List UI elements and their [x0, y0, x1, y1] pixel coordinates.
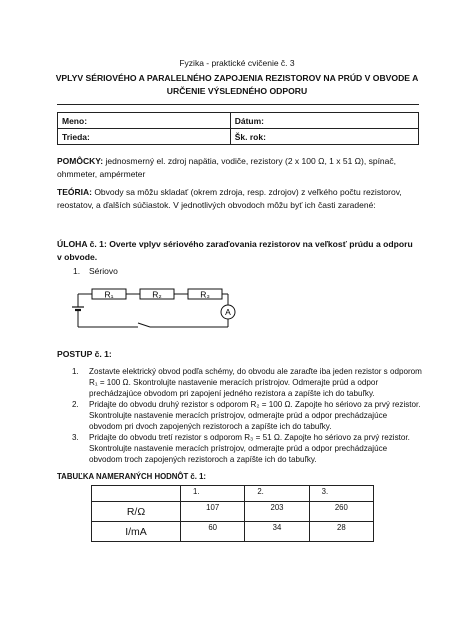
procedure-step	[57, 366, 422, 399]
table-1-heading: TABUĽKA NAMERANÝCH HODNÔT č. 1:	[57, 472, 207, 481]
step-text: Zostavte elektrický obvod podľa schémy, do obvodu ale zaraďte iba jeden rezistor s odporom R₁ = 100 Ω. Skontrolujte nastavenie meracích prístrojov. Odmerajte prúd a odpor prechádzajúce obvodom pri zapojení jedného rezistora a zapíšte ich do tabuľky.	[89, 367, 422, 398]
worksheet-title	[40, 72, 434, 98]
step-text: Pridajte do obvodu tretí rezistor s odporom R₃ = 51 Ω. Zapojte ho sériovo za prvý rezistor. Skontrolujte nastavenie meracích prístrojov, odmerajte prúd a odpor prechádzajúce obvodom troch zapojených rezistoroch a zapíšte ich do tabuľky.	[89, 433, 410, 464]
tools-text: jednosmerný el. zdroj napätia, vodiče, rezistory (2 x 100 Ω, 1 x 51 Ω), spínač, ohmmeter, ampérmeter	[57, 156, 396, 179]
tools-label: POMÔCKY:	[57, 156, 104, 166]
table-cell: 260	[309, 502, 373, 522]
procedure-steps	[57, 366, 422, 465]
row-label-current: I/mA	[92, 522, 181, 542]
tools-paragraph	[57, 155, 427, 181]
table-row	[92, 502, 374, 522]
procedure-step	[57, 432, 422, 465]
column-header-1: 1.	[181, 486, 245, 502]
subject-line: Fyzika - praktické cvičenie č. 3	[179, 58, 295, 68]
step-number: 1.	[72, 367, 79, 376]
table-cell: 107	[181, 502, 245, 522]
title-line-2: URČENIE VÝSLEDNÉHO ODPORU	[166, 86, 308, 96]
step-text: Pridajte do obvodu druhý rezistor s odporom R₂ = 100 Ω. Zapojte ho sériovo za prvý rezistor. Skontrolujte nastavenie meracích prístrojov, odmerajte prúd a odpor prechádzajúce obvodom pri dvoch zapojených rezistoroch a zapíšte ich do tabuľky.	[89, 400, 421, 431]
ammeter-label: A	[225, 307, 231, 317]
theory-label: TEÓRIA:	[57, 187, 92, 197]
title-line-1: VPLYV SÉRIOVÉHO A PARALELNÉHO ZAPOJENIA REZISTOROV NA PRÚD V OBVODE A	[55, 73, 419, 83]
r3-label: R₃	[200, 289, 210, 300]
table-cell: 28	[309, 522, 373, 542]
measurement-table	[91, 485, 374, 542]
column-header-2: 2.	[245, 486, 309, 502]
step-number: 3.	[72, 433, 79, 442]
name-cell: Meno:	[58, 113, 231, 129]
table-header-row	[92, 486, 374, 502]
student-info-table	[57, 112, 419, 145]
task-1-heading: ÚLOHA č. 1: Overte vplyv sériového zaraďovania rezistorov na veľkosť prúdu a odporu v obvode.	[57, 239, 413, 262]
r2-label: R₂	[152, 289, 162, 300]
table-cell: 203	[245, 502, 309, 522]
series-list-item	[73, 266, 118, 276]
date-cell: Dátum:	[230, 113, 418, 129]
table-cell: 60	[181, 522, 245, 542]
title-divider	[57, 104, 419, 105]
table-corner-cell	[92, 486, 181, 502]
theory-text: Obvody sa môžu skladať (okrem zdroja, resp. zdrojov) z veľkého počtu rezistorov, reostatov, a ďalších súčiastok. V jednotlivých obvodoch môžu byť ich časti zaradené:	[57, 187, 402, 210]
series-list-label: Sériovo	[89, 266, 118, 276]
series-circuit-diagram	[70, 282, 240, 340]
table-cell: 34	[245, 522, 309, 542]
row-label-resistance: R/Ω	[92, 502, 181, 522]
theory-paragraph	[57, 186, 427, 212]
switch-icon	[138, 323, 150, 327]
class-cell: Trieda:	[58, 129, 231, 145]
table-row	[92, 522, 374, 542]
column-header-3: 3.	[309, 486, 373, 502]
procedure-step	[57, 399, 422, 432]
series-list-number: 1.	[73, 266, 81, 276]
r1-label: R₁	[104, 289, 114, 300]
procedure-heading: POSTUP č. 1:	[57, 349, 112, 359]
step-number: 2.	[72, 400, 79, 409]
school-year-cell: Šk. rok:	[230, 129, 418, 145]
